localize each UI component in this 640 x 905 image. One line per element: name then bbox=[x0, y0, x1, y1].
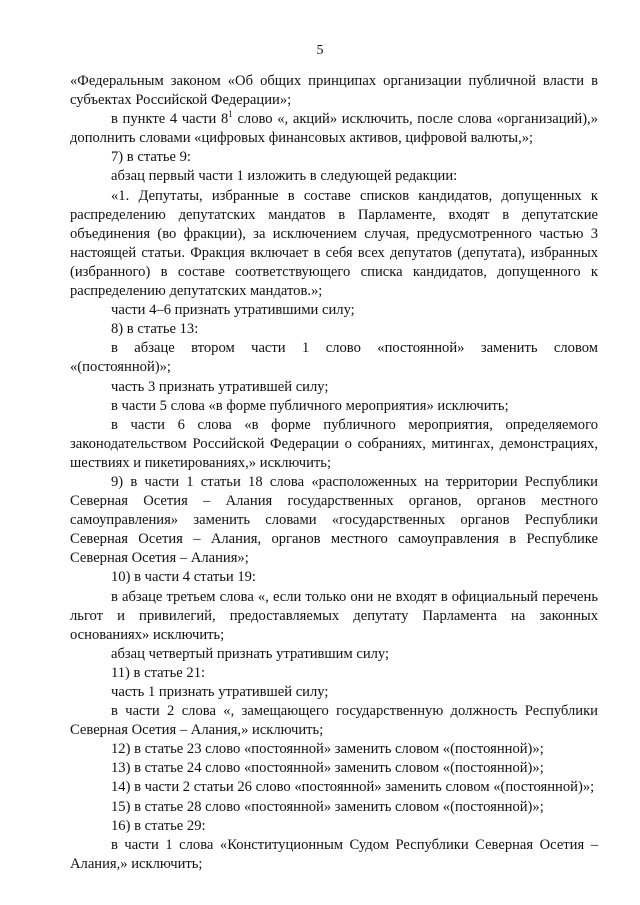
paragraph-article-19-fourth: абзац четвертый признать утратившим силу; bbox=[111, 645, 390, 662]
paragraph-item-4-part-8 bbox=[70, 110, 598, 148]
paragraph-article-13-part-3: часть 3 признать утратившей силу; bbox=[111, 378, 329, 395]
paragraph-article-13-heading: 8) в статье 13: bbox=[111, 321, 199, 338]
paragraph-article-26: 14) в части 2 статьи 26 слово «постоянной» заменить словом «(постоянной)»; bbox=[111, 779, 595, 796]
paragraph-article-19-third: в абзаце третьем слова «, если только они не входят в официальный перечень льгот и привилегий, предоставляемых депутату Парламента на законных основаниях» исключить; bbox=[70, 588, 598, 643]
paragraph-article-24: 13) в статье 24 слово «постоянной» заменить словом «(постоянной)»; bbox=[111, 760, 544, 777]
paragraph-article-21-part-2: в части 2 слова «, замещающего государственную должность Республики Северная Осетия – Алания,» исключить; bbox=[70, 703, 598, 739]
paragraph-article-21-part-1: часть 1 признать утратившей силу; bbox=[111, 684, 329, 700]
paragraph-article-9-new-text: «1. Депутаты, избранные в составе списков кандидатов, допущенных к распределению депутатских мандатов в Парламенте, входят в депутатские объединения (во фракции), за исключением случая, предусмотренного частью 3 настоящей статьи. Фракция включает в себя всех депутатов (депутата), избранных (избранного) в составе соответствующего списка кандидатов, допущенного к распределению депутатских мандатов.»; bbox=[70, 187, 598, 300]
paragraph-article-18: 9) в части 1 статьи 18 слова «расположенных на территории Республики Северная Осетия – Алания государственных органов, органов местного самоуправления» заменить словами «государственных органов Республики Северная Осетия – Алания, органов местного самоуправления в Республике Северная Осетия – Алания»; bbox=[70, 473, 598, 567]
paragraph-article-29-heading: 16) в статье 29: bbox=[111, 817, 206, 834]
paragraph-article-13-part-5: в части 5 слова «в форме публичного мероприятия» исключить; bbox=[111, 397, 509, 414]
paragraph-article-21-heading: 11) в статье 21: bbox=[111, 664, 206, 681]
document-body bbox=[70, 72, 598, 874]
page-number: 5 bbox=[316, 43, 324, 58]
paragraph-text: слово «, акций» исключить, после слова «организаций),» дополнить словами «цифровых финансовых активов, цифровой валюты,»; bbox=[70, 111, 599, 147]
paragraph-text: в пункте 4 части 8 bbox=[111, 111, 229, 128]
paragraph-article-13-part-1: в абзаце втором части 1 слово «постоянной» заменить словом «(постоянной)»; bbox=[70, 340, 598, 376]
paragraph-article-9-heading: 7) в статье 9: bbox=[111, 149, 191, 166]
paragraph-article-13-part-6: в части 6 слова «в форме публичного мероприятия, определяемого законодательством Российской Федерации о собраниях, митингах, демонстрациях, шествиях и пикетированиях,» исключить; bbox=[70, 416, 598, 471]
paragraph-law-reference: «Федеральным законом «Об общих принципах организации публичной власти в субъектах Российской Федерации»; bbox=[70, 73, 598, 109]
paragraph-article-23: 12) в статье 23 слово «постоянной» заменить словом «(постоянной)»; bbox=[111, 741, 544, 758]
paragraph-article-28: 15) в статье 28 слово «постоянной» заменить словом «(постоянной)»; bbox=[111, 798, 544, 815]
paragraph-parts-4-6-void: части 4–6 признать утратившими силу; bbox=[111, 302, 355, 319]
superscript-marker: 1 bbox=[228, 109, 233, 120]
paragraph-article-19-heading: 10) в части 4 статьи 19: bbox=[111, 569, 256, 586]
paragraph-article-29-part-1: в части 1 слова «Конституционным Судом Республики Северная Осетия – Алания,» исключить; bbox=[70, 836, 598, 872]
paragraph-article-9-intro: абзац первый части 1 изложить в следующей редакции: bbox=[111, 168, 458, 185]
